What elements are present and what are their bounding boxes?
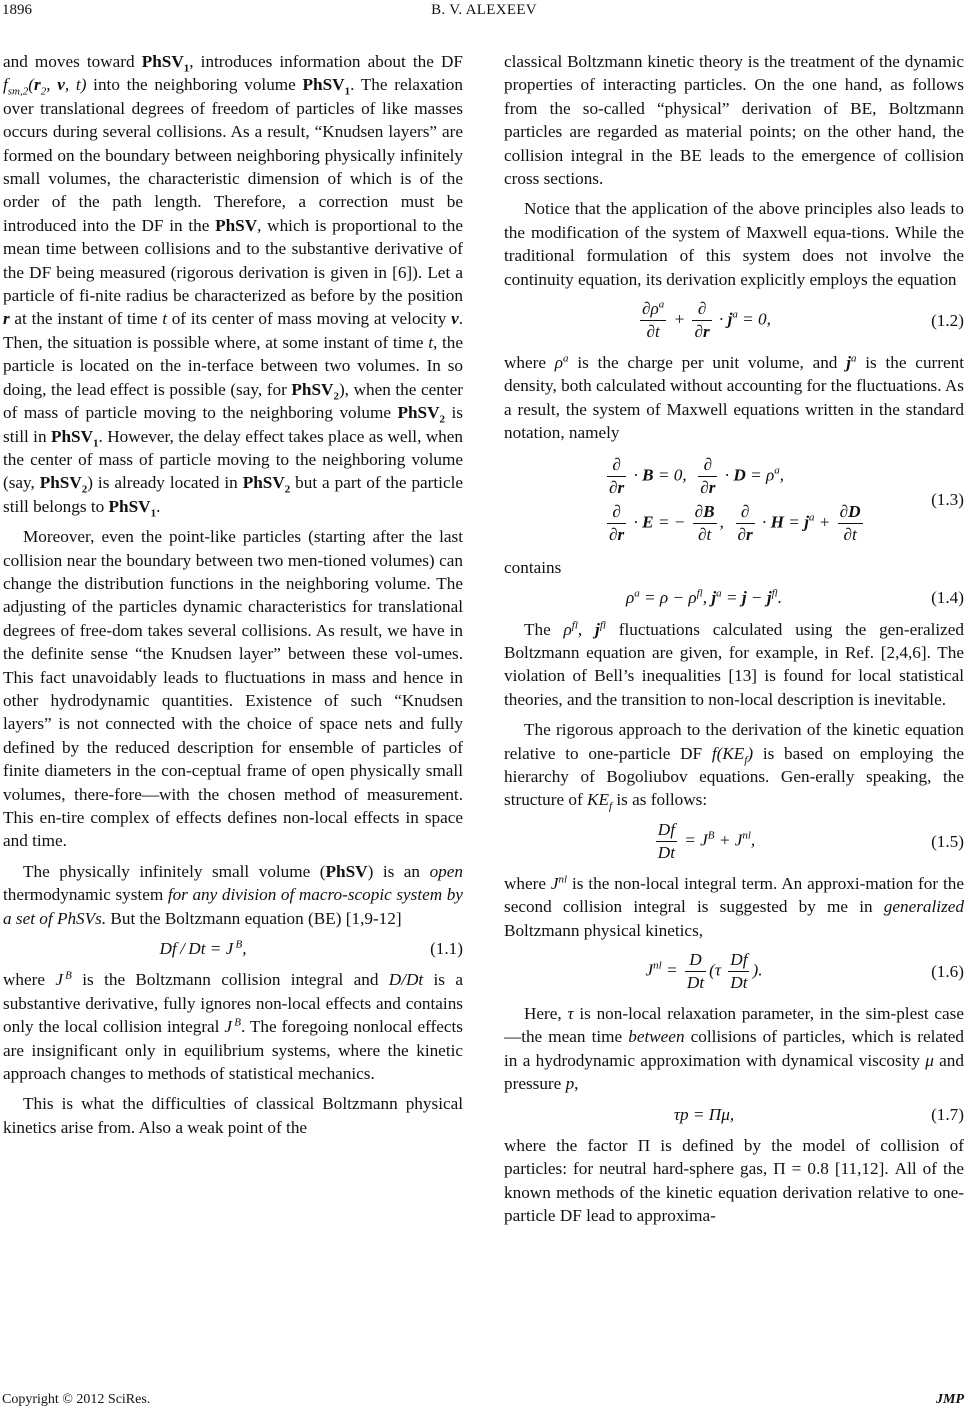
equation-1-5: $\frac{Df}{Dt}$ = $J^B + J^{nl}$, (1.5): [657, 819, 964, 862]
equation-number: (1.6): [931, 961, 964, 981]
paragraph: This is what the difficulties of classical Boltzmann physical kinetics arise from. Also a weak point of the: [3, 1094, 463, 1137]
equation-1-3: $\frac{\partial}{\partial r}$ · B = 0, $\frac{\partial}{\partial r}$ · $D = \rho^a$, $\frac{\partial}{\partial r}$ · E = − $\frac{\partial B}{\partial t}$ , $\frac{\partial}{\partial r}$ · $H = j^a$ + $\frac{\partial D}{\partial t}$ (1.3): [609, 454, 964, 544]
equation-number: (1.3): [931, 489, 964, 509]
paragraph: The $\rho^{fl}$, $j^{fl}$ fluctuations calculated using the gen-eralized Boltzmann equation are given, for example, in Ref. [2,4,6]. The violation of Bell’s inequalities [13] is found for local statistical theories, and the transition to non-local description is inevitable.: [504, 618, 965, 709]
paragraph: The rigorous approach to the derivation of the kinetic equation relative to one-particle DF $f(KE_f)$ is based on employing the hierarchy of Bogoliubov equations. Gen-erally speaking, the structure of $KE_f$ is as follows:: [504, 720, 964, 813]
paragraph: The physically infinitely small volume (PhSV) is an open thermodynamic system for any division of macro-scopic system by a set of PhSVs. But the Boltzmann equation (BE) [1,9-12]: [3, 861, 463, 928]
equation-number: (1.2): [931, 310, 964, 330]
equation-1-7: τp = Πμ, (1.7): [504, 1103, 964, 1126]
equation-1-1: Df / Dt = J $^B$, (1.1): [3, 937, 463, 960]
equation-1-4: $\rho^a = \rho - \rho^{fl}$, $j^a = j - j^{fl}$. (1.4): [504, 586, 964, 609]
equation-number: (1.7): [931, 1104, 964, 1124]
journal-name: JMP: [936, 1392, 964, 1407]
equation-1-2: $\frac{\partial\rho^a}{\partial t}$ + $\frac{\partial}{\partial r}$ · $j^a = 0$, (1.2): [642, 298, 964, 342]
paragraph: where J $^B$ is the Boltzmann collision integral and D/Dt is a substantive derivative, fully ignores non-local effects and contains only the local collision integral J $^B$. The foregoing nonlocal effects are insignificant only in equilibrium systems, where the kinetic approach changes to methods of statistical mechanics.: [3, 969, 463, 1084]
paragraph: Notice that the application of the above principles also leads to the modification of the system of Maxwell equa-tions. While the traditional formulation of this system does not involve the continuity equation, its derivation explicitly employs the equation: [504, 199, 964, 289]
paragraph: contains: [504, 557, 562, 577]
paragraph: Moreover, even the point-like particles (starting after the last collision near the boundary between two men-tioned volumes) can change the distribution functions in the neighboring volume. The adjusting of the particles dynamic characteristics for translational degrees of free-dom takes several collisions. As result, we have in the definite sense “the Knudsen layer” between these vol-umes. This fact unavoidably leads to fluctuations in mass and hence in other hydrodynamic quantities. Existence of such “Knudsen layers” is not connected with the choice of space nets and fully defined by the reduced description for ensemble of particles of finite diameters in the con-ceptual frame of open physically small volumes, there-fore—with the chosen method of measurement. This en-tire complex of effects defines non-local effects in space and time.: [3, 527, 463, 851]
paragraph: classical Boltzmann kinetic theory is the treatment of the dynamic properties of interacting particles. On the one hand, as follows from the so-called “physical” derivation of BE, Boltzmann particles are regarded as material points; on the other hand, the collision integral in the BE leads to the emergence of collision cross sections.: [504, 52, 964, 189]
equation-number: (1.5): [931, 831, 964, 851]
running-author: B. V. ALEXEEV: [431, 2, 537, 18]
equation-1-6: $J^{nl}$ = $\frac{D}{Dt}$ (τ $\frac{Df}{Dt}$ ). (1.6): [645, 949, 964, 992]
paragraph: Here, τ is non-local relaxation parameter, in the sim-plest case—the mean time between collisions of particles, which is related in a hydrodynamic approximation with dynamical viscosity μ and pressure p,: [504, 1003, 964, 1094]
left-column: [3, 50, 463, 1146]
copyright: Copyright © 2012 SciRes.: [2, 1392, 151, 1407]
right-column: [504, 50, 964, 1235]
equation-number: (1.4): [931, 588, 964, 608]
page-header: [0, 0, 968, 22]
paragraph: where $J^{nl}$ is the non-local integral term. An approxi-mation for the second collision integral is suggested by me in generalized Boltzmann physical kinetics,: [504, 873, 964, 940]
equation-number: (1.1): [430, 939, 463, 959]
page-number: 1896: [2, 2, 32, 18]
paragraph: and moves toward PhSV$_1$, introduces information about the DF $f_{sm,2}(r_2$, v, t) into the neighboring volume PhSV$_1$. The relaxation over translational degrees of freedom of particles of like masses occurs during several collisions. As a result, “Knudsen layers” are formed on the boundary between neighboring physically infinitely small volumes, the characteristic dimension of which is of the order of the path length. Therefore, a correction must be introduced into the DF in the PhSV, which is proportional to the mean time between collisions and to the substantive derivative of the DF being measured (rigorous derivation is given in [6]). Let a particle of fi-nite radius be characterized as before by the position r at the instant of time t of its center of mass moving at velocity v. Then, the situation is possible where, at some instant of time t, the particle is located on the in-terface between two volumes. In so doing, the lead effect is possible (say, for PhSV$_2$), when the center of mass of particle moving to the neighboring volume PhSV$_2$ is still in PhSV$_1$. However, the delay effect takes place as well, when the center of mass of particle moving to the neighboring volume (say, PhSV$_2$) is already located in PhSV$_2$ but a part of the particle still belongs to PhSV$_1$.: [3, 52, 463, 520]
paragraph: where the factor Π is defined by the model of collision of particles: for neutral hard-sphere gas, Π = 0.8 [11,12]. All of the known methods of the kinetic equation derivation relative to one-particle DF lead to approxima-: [504, 1136, 964, 1226]
paragraph: where $\rho^a$ is the charge per unit volume, and $j^a$ is the current density, both calculated without accounting for the fluctuations. As a result, the system of Maxwell equations written in the standard notation, namely: [504, 352, 964, 443]
